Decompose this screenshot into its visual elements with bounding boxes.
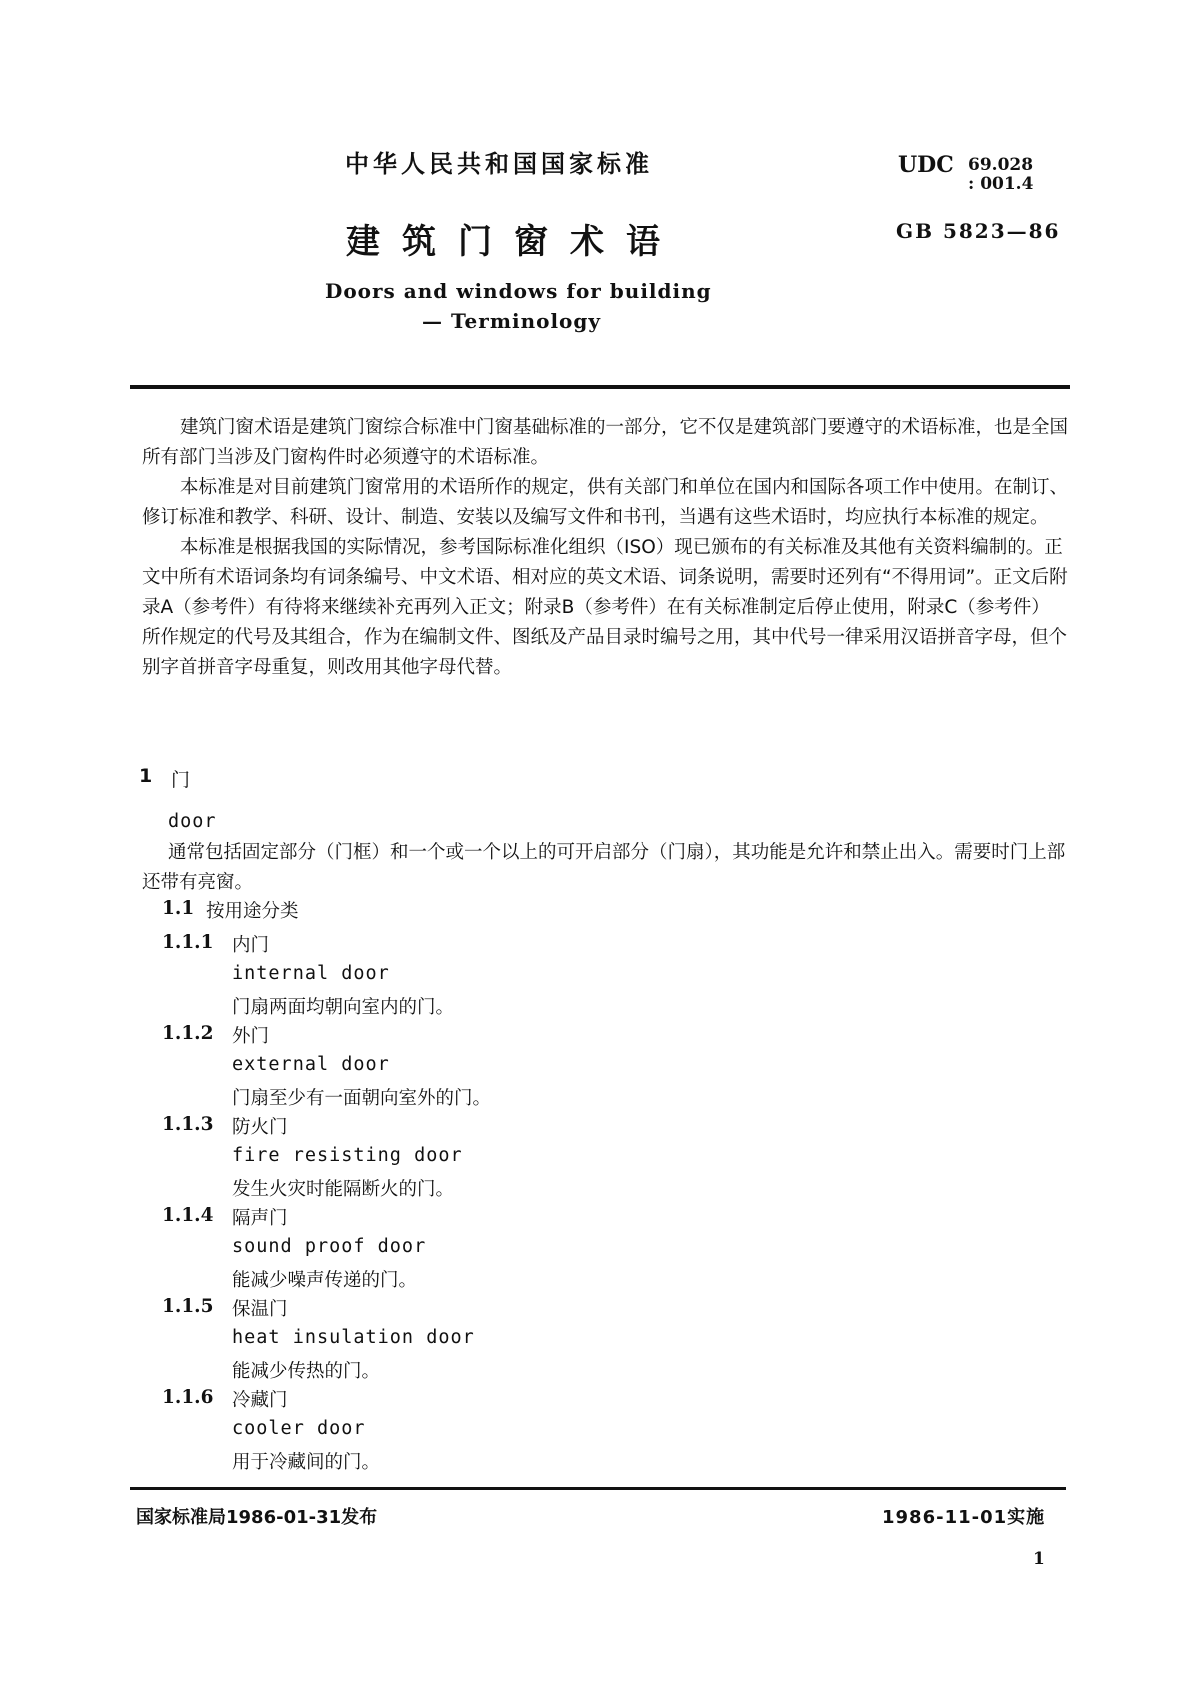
udc-code-line1: 69.028 bbox=[968, 155, 1034, 175]
subsection-title: 按用途分类 bbox=[206, 901, 299, 922]
term-definition: 门扇至少有一面朝向室外的门。 bbox=[232, 1088, 492, 1109]
term-number: 1.1.4 bbox=[162, 1205, 214, 1226]
effective-date: 1986-11-01实施 bbox=[882, 1507, 1046, 1528]
udc-code-line2: : 001.4 bbox=[968, 174, 1034, 194]
term-zh: 隔声门 bbox=[232, 1208, 288, 1229]
intro-paragraph: 建筑门窗术语是建筑门窗综合标准中门窗基础标准的一部分，它不仅是建筑部门要遵守的术语标准，也是全国所有部门当涉及门窗构件时必须遵守的术语标准。 bbox=[142, 417, 1069, 468]
issue-date: 国家标准局1986-01-31发布 bbox=[136, 1507, 378, 1528]
term-en: sound proof door bbox=[232, 1236, 427, 1257]
term-number: 1.1.5 bbox=[162, 1296, 214, 1317]
footer-divider bbox=[130, 1487, 1066, 1490]
subsection-number: 1.1 bbox=[162, 898, 195, 919]
english-title-line2: — Terminology bbox=[422, 309, 601, 333]
intro-paragraph: 本标准是对目前建筑门窗常用的术语所作的规定，供有关部门和单位在国内和国际各项工作中使用。在制订、修订标准和教学、科研、设计、制造、安装以及编写文件和书刊，当遇有这些术语时，均应执行本标准的规定。 bbox=[142, 477, 1069, 528]
section-term-zh: 门 bbox=[171, 769, 191, 791]
term-number: 1.1.1 bbox=[162, 932, 214, 953]
term-definition: 能减少传热的门。 bbox=[232, 1361, 381, 1382]
term-number: 1.1.3 bbox=[162, 1114, 214, 1135]
term-definition: 门扇两面均朝向室内的门。 bbox=[232, 997, 455, 1018]
term-number: 1.1.6 bbox=[162, 1387, 214, 1408]
term-en: cooler door bbox=[232, 1418, 366, 1439]
term-en: external door bbox=[232, 1054, 390, 1075]
term-definition: 用于冷藏间的门。 bbox=[232, 1452, 381, 1473]
section-definition: 通常包括固定部分（门框）和一个或一个以上的可开启部分（门扇），其功能是允许和禁止出入。需要时门上部还带有亮窗。 bbox=[142, 842, 1066, 893]
national-standard-heading: 中华人民共和国国家标准 bbox=[345, 150, 653, 178]
standard-number: GB 5823—86 bbox=[896, 219, 1061, 243]
term-en: internal door bbox=[232, 963, 390, 984]
term-en: heat insulation door bbox=[232, 1327, 475, 1348]
term-definition: 发生火灾时能隔断火的门。 bbox=[232, 1179, 455, 1200]
term-zh: 防火门 bbox=[232, 1117, 288, 1138]
term-zh: 冷藏门 bbox=[232, 1390, 288, 1411]
term-zh: 外门 bbox=[232, 1026, 270, 1047]
intro-paragraph: 本标准是根据我国的实际情况，参考国际标准化组织（ISO）现已颁布的有关标准及其他有关资料编制的。正文中所有术语词条均有词条编号、中文术语、相对应的英文术语、词条说明，需要时还列有“不得用词”。正文后附录A（参考件）有待将来继续补充再列入正文；附录B（参考件）在有关标准制定后停止使用，附录C（参考件）所作规定的代号及其组合，作为在编制文件、图纸及产品目录时编号之用，其中代号一律采用汉语拼音字母，但个别字首拼音字母重复，则改用其他字母代替。 bbox=[142, 537, 1068, 678]
document-title: 建筑门窗术语 bbox=[346, 222, 682, 262]
term-en: fire resisting door bbox=[232, 1145, 463, 1166]
section-number: 1 bbox=[139, 765, 153, 787]
term-zh: 内门 bbox=[232, 935, 270, 956]
term-definition: 能减少噪声传递的门。 bbox=[232, 1270, 418, 1291]
header-divider bbox=[130, 385, 1070, 389]
section-term-en: door bbox=[168, 811, 217, 832]
page-number: 1 bbox=[1033, 1549, 1045, 1569]
udc-label: UDC bbox=[898, 152, 954, 178]
english-title-line1: Doors and windows for building bbox=[325, 279, 712, 303]
introduction bbox=[142, 413, 1068, 683]
term-zh: 保温门 bbox=[232, 1299, 288, 1320]
term-number: 1.1.2 bbox=[162, 1023, 214, 1044]
